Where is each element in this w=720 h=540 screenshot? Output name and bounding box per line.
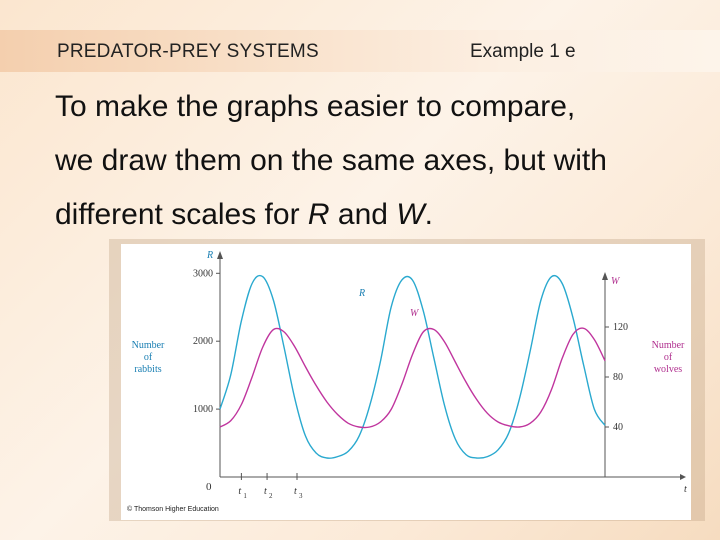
left-axis-tick-label: 1000 xyxy=(193,404,213,416)
t-marker-label: t xyxy=(238,486,242,497)
right-axis-tick-label: 120 xyxy=(613,322,628,333)
left-axis-title-line: Number xyxy=(131,340,165,351)
section-title: PREDATOR-PREY SYSTEMS xyxy=(57,41,319,62)
origin-label: 0 xyxy=(206,481,212,493)
right-axis-arrow xyxy=(602,272,608,280)
series-label-r: R xyxy=(359,288,366,299)
example-label: Example 1 e xyxy=(470,41,576,62)
left-axis-label: R xyxy=(207,250,214,261)
left-axis-arrow xyxy=(217,251,223,259)
predator-prey-figure xyxy=(121,244,691,520)
t-marker-subscript: 3 xyxy=(299,492,303,500)
t-marker-label: t xyxy=(264,486,267,497)
x-axis-label: t xyxy=(684,484,687,495)
left-axis-tick-label: 3000 xyxy=(193,268,213,280)
figure-credit: © Thomson Higher Education xyxy=(127,506,219,513)
series-label-w: W xyxy=(410,308,419,319)
variable-r: R xyxy=(307,198,330,231)
t-marker-label: t xyxy=(294,486,297,497)
series-line-w xyxy=(220,328,605,427)
right-axis-title-line: wolves xyxy=(653,364,683,375)
body-line-3-mid: and xyxy=(329,198,397,231)
x-axis-arrow xyxy=(680,474,686,480)
left-axis-title-line: rabbits xyxy=(134,364,162,375)
body-line-3-suffix: . xyxy=(424,198,433,231)
t-marker-subscript: 2 xyxy=(269,492,273,500)
body-line-3 xyxy=(55,188,695,242)
t-marker-subscript: 1 xyxy=(243,492,247,500)
right-axis-title-line: of xyxy=(663,352,673,363)
left-axis-title-line: of xyxy=(143,352,153,363)
right-axis-label: W xyxy=(611,276,620,287)
left-axis-tick-label: 2000 xyxy=(193,336,213,348)
series-line-r xyxy=(220,276,605,459)
body-line-3-prefix: different scales for xyxy=(55,198,308,231)
right-axis-tick-label: 80 xyxy=(613,372,623,383)
body-text xyxy=(55,80,695,242)
body-line-2: we draw them on the same axes, but with xyxy=(55,144,607,177)
right-axis-title-line: Number xyxy=(651,340,685,351)
variable-w: W xyxy=(396,198,425,231)
right-axis-tick-label: 40 xyxy=(613,422,623,433)
chart-svg xyxy=(121,244,691,520)
body-line-1: To make the graphs easier to compare, xyxy=(55,90,576,123)
